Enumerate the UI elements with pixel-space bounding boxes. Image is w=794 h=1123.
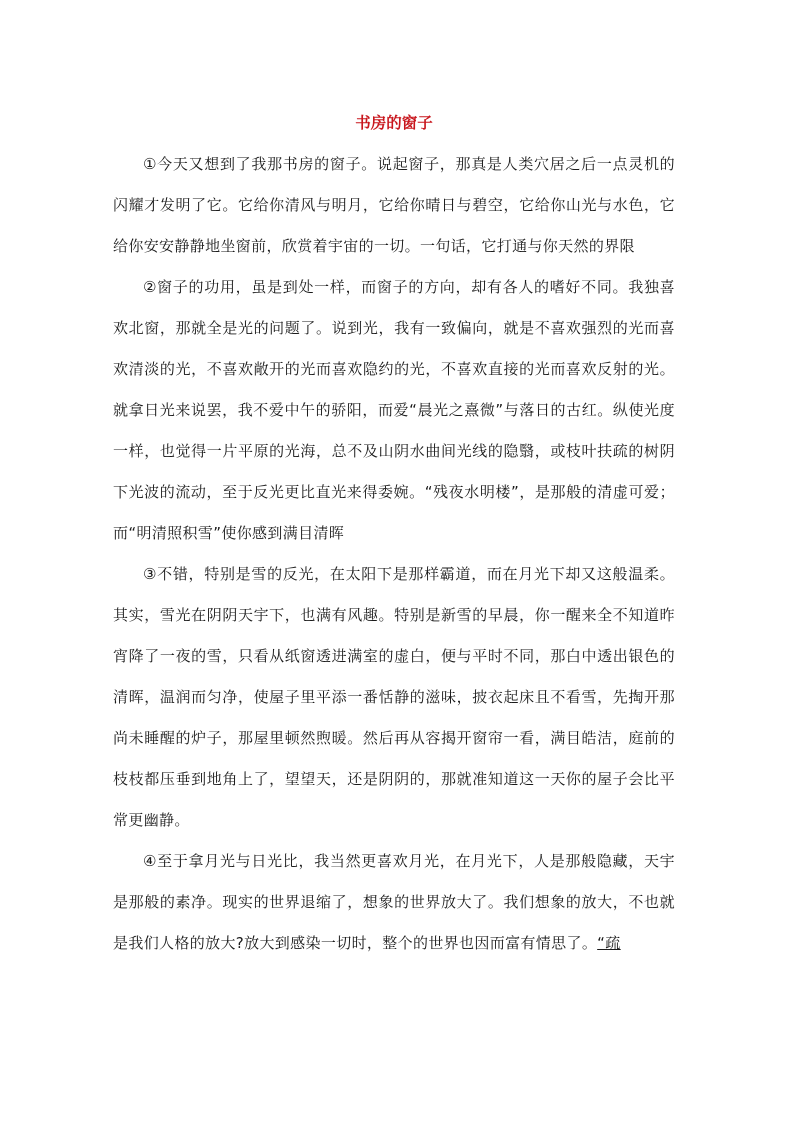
paragraph-4-text: ④至于拿月光与日光比，我当然更喜欢月光，在月光下，人是那般隐藏，天宇是那般的素净。现实的世界退缩了，想象的世界放大了。我们想象的放大，不也就是我们人格的放大?放大到感染一切时，整个的世界也因而富有情思了。	[113, 852, 675, 952]
document-page	[113, 104, 675, 964]
paragraph-2: ②窗子的功用，虽是到处一样，而窗子的方向，却有各人的嗜好不同。我独喜欢北窗，那就全是光的问题了。说到光，我有一致偏向，就是不喜欢强烈的光而喜欢清淡的光，不喜欢敞开的光而喜欢隐约的光，不喜欢直接的光而喜欢反射的光。就拿日光来说罢，我不爱中午的骄阳，而爱“晨光之熹微”与落日的古红。纵使光度一样，也觉得一片平原的光海，总不及山阴水曲间光线的隐翳，或枝叶扶疏的树阴下光波的流动，至于反光更比直光来得委婉。“残夜水明楼”，是那般的清虚可爱；而“明清照积雪”使你感到满目清晖	[113, 278, 675, 542]
underlined-quote-start: “疏	[597, 934, 621, 952]
paragraph-3: ③不错，特别是雪的反光，在太阳下是那样霸道，而在月光下却又这般温柔。其实，雪光在阴阴天宇下，也满有风趣。特别是新雪的早晨，你一醒来全不知道昨宵降了一夜的雪，只看从纸窗透进满室的虚白，便与平时不同，那白中透出银色的清晖，温润而匀净，使屋子里平添一番恬静的滋味，披衣起床且不看雪，先掏开那尚未睡醒的炉子，那屋里顿然煦暖。然后再从容揭开窗帘一看，满目皓洁，庭前的枝枝都压垂到地角上了，望望天，还是阴阴的，那就准知道这一天你的屋子会比平常更幽静。	[113, 565, 675, 829]
document-title: 书房的窗子	[355, 114, 433, 132]
paragraph-1: ①今天又想到了我那书房的窗子。说起窗子，那真是人类穴居之后一点灵机的闪耀才发明了它。它给你清风与明月，它给你晴日与碧空，它给你山光与水色，它给你安安静静地坐窗前，欣赏着宇宙的一切。一句话，它打通与你天然的界限	[113, 155, 675, 255]
paragraph-4	[113, 841, 675, 964]
